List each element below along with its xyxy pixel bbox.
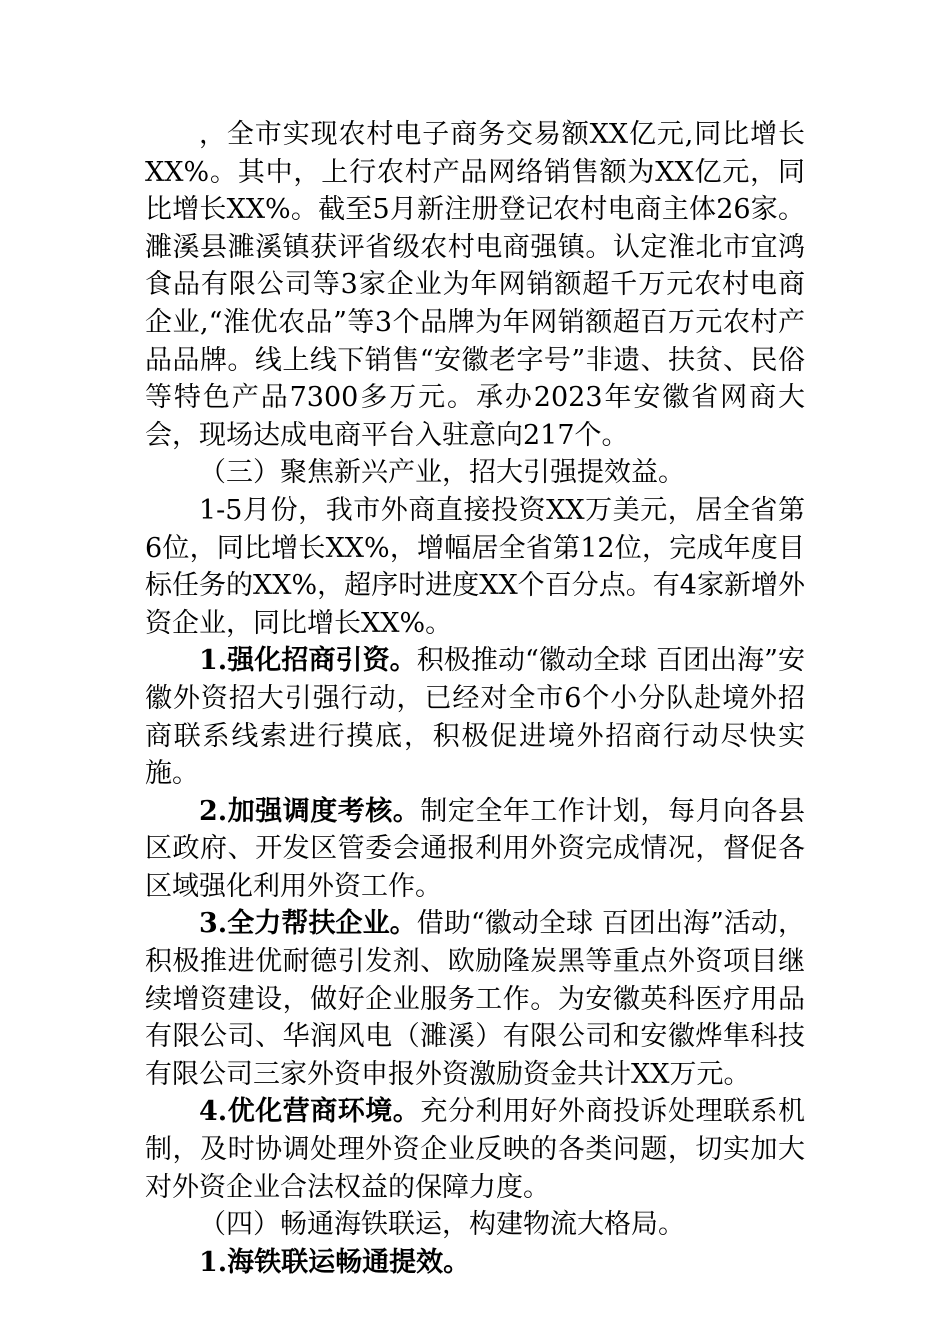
section-heading-3 — [145, 454, 805, 492]
item-lead: 2.加强调度考核。 — [199, 795, 421, 827]
item-lead: 1.强化招商引资。 — [199, 645, 417, 677]
paragraph-ecommerce — [145, 116, 805, 454]
item-lead: 1.海铁联运畅通提效。 — [199, 1246, 471, 1278]
section-heading-text: （四）畅通海铁联运，构建物流大格局。 — [199, 1209, 685, 1241]
paragraph-foreign-investment — [145, 492, 805, 642]
item-3 — [145, 905, 805, 1093]
paragraph-text: ，全市实现农村电子商务交易额XX亿元,同比增长XX%。其中，上行农村产品网络销售额为XX亿元，同比增长XX%。截至5月新注册登记农村电商主体26家。濉溪县濉溪镇获评省级农村电商强镇。认定淮北市宜鸿食品有限公司等3家企业为年网销额超千万元农村电商企业,“淮优农品”等3个品牌为年网销额超百万元农村产品品牌。线上线下销售“安徽老字号”非遗、扶贫、民俗等特色产品7300多万元。承办2023年安徽省网商大会，现场达成电商平台入驻意向217个。 — [145, 119, 805, 451]
item-2 — [145, 793, 805, 906]
document-page — [145, 116, 805, 1281]
item-text: 借助“徽动全球 百团出海”活动，积极推进优耐德引发剂、欧励隆炭黑等重点外资项目继续增资建设，做好企业服务工作。为安徽英科医疗用品有限公司、华润风电（濉溪）有限公司和安徽烨隼科技有限公司三家外资申报外资激励资金共计XX万元。 — [145, 908, 805, 1090]
item-sea-rail — [145, 1244, 805, 1282]
item-lead: 4.优化营商环境。 — [199, 1096, 421, 1128]
item-text: 积极推动“徽动全球 百团出海”安徽外资招大引强行动，已经对全市6个小分队赴境外招商联系线索进行摸底，积极促进境外招商行动尽快实施。 — [145, 645, 805, 790]
item-4 — [145, 1093, 805, 1206]
section-heading-text: （三）聚焦新兴产业，招大引强提效益。 — [199, 457, 685, 489]
item-1 — [145, 642, 805, 792]
item-text: 充分利用好外商投诉处理联系机制，及时协调处理外资企业反映的各类问题，切实加大对外资企业合法权益的保障力度。 — [145, 1096, 806, 1203]
section-heading-4 — [145, 1206, 805, 1244]
item-text: 制定全年工作计划，每月向各县区政府、开发区管委会通报利用外资完成情况，督促各区域强化利用外资工作。 — [145, 795, 806, 902]
paragraph-text: 1-5月份，我市外商直接投资XX万美元，居全省第6位，同比增长XX%，增幅居全省第12位，完成年度目标任务的XX%，超序时进度XX个百分点。有4家新增外资企业，同比增长XX%。 — [145, 494, 805, 639]
item-lead: 3.全力帮扶企业。 — [199, 908, 417, 940]
